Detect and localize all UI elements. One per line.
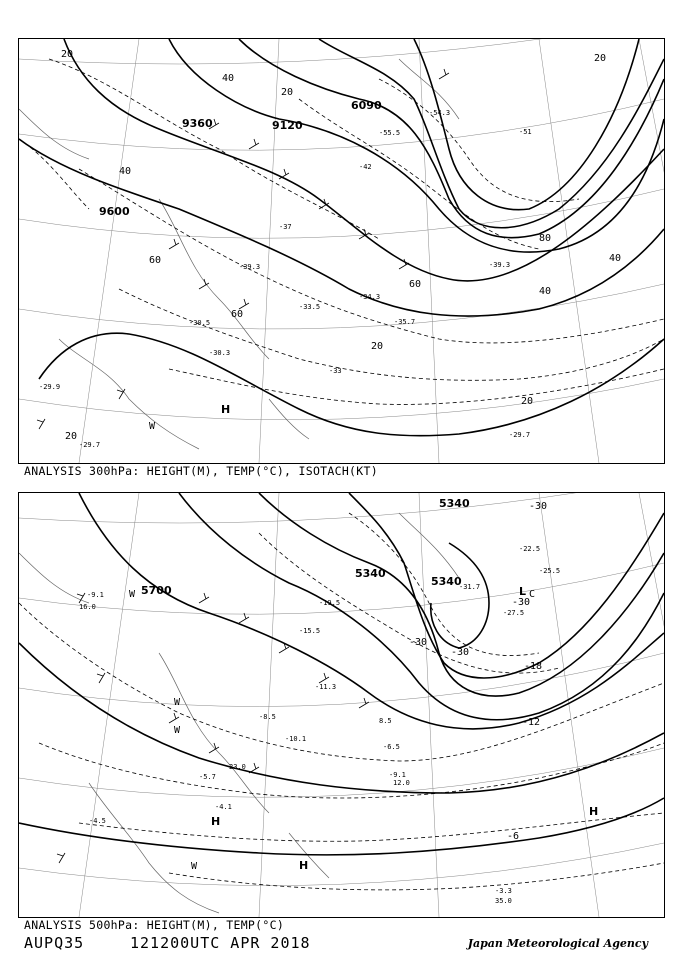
map-500hpa-canvas	[19, 493, 664, 917]
warm-marker: W	[174, 697, 181, 708]
high-pressure-marker: H	[211, 815, 221, 828]
map-300hpa-canvas	[19, 39, 664, 463]
high-pressure-marker: H	[221, 403, 231, 416]
temp-label: -42	[359, 163, 372, 171]
temp-label: -39.3	[489, 261, 511, 269]
temp-label: -19.5	[319, 599, 341, 607]
temp-label: -5.7	[199, 773, 216, 781]
temp-label: -3.3	[495, 887, 512, 895]
temp-label: -30.5	[189, 319, 211, 327]
temp-label: -15.5	[299, 627, 321, 635]
temp-label: 23.0	[229, 763, 246, 771]
height-label: 5340	[355, 567, 386, 580]
temp-label: -4.1	[215, 803, 232, 811]
temp-label: 16.0	[79, 603, 96, 611]
high-pressure-marker: H	[299, 859, 309, 872]
temp-label: -35.7	[394, 318, 416, 326]
temp-label: -51	[519, 128, 532, 136]
isotach-label: 20	[371, 341, 384, 352]
temp-label: 35.0	[495, 897, 512, 905]
warm-marker: W	[129, 589, 136, 600]
isotach-label: 20	[594, 53, 607, 64]
high-pressure-marker: H	[589, 805, 599, 818]
temp-label: 12.0	[393, 779, 410, 787]
temp-label: -22.5	[519, 545, 541, 553]
valid-time: 121200UTC APR 2018	[130, 934, 311, 952]
isotach-label: 40	[222, 73, 235, 84]
temp-label: -30.3	[209, 349, 231, 357]
isotherm-label: -30	[409, 637, 428, 648]
graticule	[19, 39, 664, 463]
height-label: 5340	[439, 497, 470, 510]
temp-label: -25.5	[539, 567, 561, 575]
temp-label: -9.1	[389, 771, 406, 779]
temp-label: -33.5	[299, 303, 321, 311]
height-contours	[19, 493, 664, 855]
temp-label: -27.5	[503, 609, 525, 617]
temp-label: -10.1	[285, 735, 307, 743]
coastline	[19, 59, 459, 449]
isotherm-lines	[19, 59, 664, 404]
temp-label: -31.7	[459, 583, 481, 591]
temp-label: -37	[279, 223, 292, 231]
temp-label: -11.3	[315, 683, 337, 691]
temp-label: -8.5	[259, 713, 276, 721]
isotherm-label: -6	[507, 831, 520, 842]
isotach-label: 60	[149, 255, 162, 266]
temp-label: -6.5	[383, 743, 400, 751]
temp-label: -39.3	[239, 263, 261, 271]
low-pressure-marker: L	[519, 585, 527, 598]
agency-name: Japan Meteorological Agency	[467, 937, 648, 950]
warm-marker: W	[174, 725, 181, 736]
map-300hpa	[18, 38, 665, 464]
temp-label: -29.9	[39, 383, 61, 391]
isotach-label: 20	[65, 431, 78, 442]
warm-marker: W	[149, 421, 156, 432]
temp-label: -4.5	[89, 817, 106, 825]
height-label: 9360	[182, 117, 213, 130]
isotherm-label: -30	[451, 647, 470, 658]
height-label: 6090	[351, 99, 382, 112]
temp-label: -33	[329, 367, 342, 375]
panel-300-caption: ANALYSIS 300hPa: HEIGHT(M), TEMP(°C), ISOTACH(KT)	[24, 464, 378, 478]
warm-marker: W	[191, 861, 198, 872]
cold-marker: C	[529, 589, 536, 600]
isotach-label: 60	[409, 279, 422, 290]
isotherm-label: -30	[529, 501, 548, 512]
isotach-label: 40	[609, 253, 622, 264]
height-label: 9120	[272, 119, 303, 132]
chart-code: AUPQ35	[24, 934, 85, 952]
temp-label: -34.3	[359, 293, 381, 301]
map-500hpa	[18, 492, 665, 918]
isotherm-label: -12	[522, 717, 541, 728]
temp-label: 8.5	[379, 717, 392, 725]
panel-500-caption: ANALYSIS 500hPa: HEIGHT(M), TEMP(°C)	[24, 918, 285, 932]
height-label: 5340	[431, 575, 462, 588]
isotach-label: 40	[539, 286, 552, 297]
isotach-label: 80	[539, 233, 552, 244]
height-label: 9600	[99, 205, 130, 218]
isotherm-label: -18	[524, 661, 543, 672]
isotherm-label: -30	[512, 597, 531, 608]
height-label: 5700	[141, 584, 172, 597]
isotach-label: 20	[281, 87, 294, 98]
temp-label: -9.1	[87, 591, 104, 599]
temp-label: -29.7	[509, 431, 531, 439]
temp-label: -54.3	[429, 109, 451, 117]
isotach-label: 20	[521, 396, 534, 407]
isotach-label: 60	[231, 309, 244, 320]
temp-label: -55.5	[379, 129, 401, 137]
isotach-label: 40	[119, 166, 132, 177]
temp-label: -29.7	[79, 441, 101, 449]
isotach-label: 20	[61, 49, 74, 60]
